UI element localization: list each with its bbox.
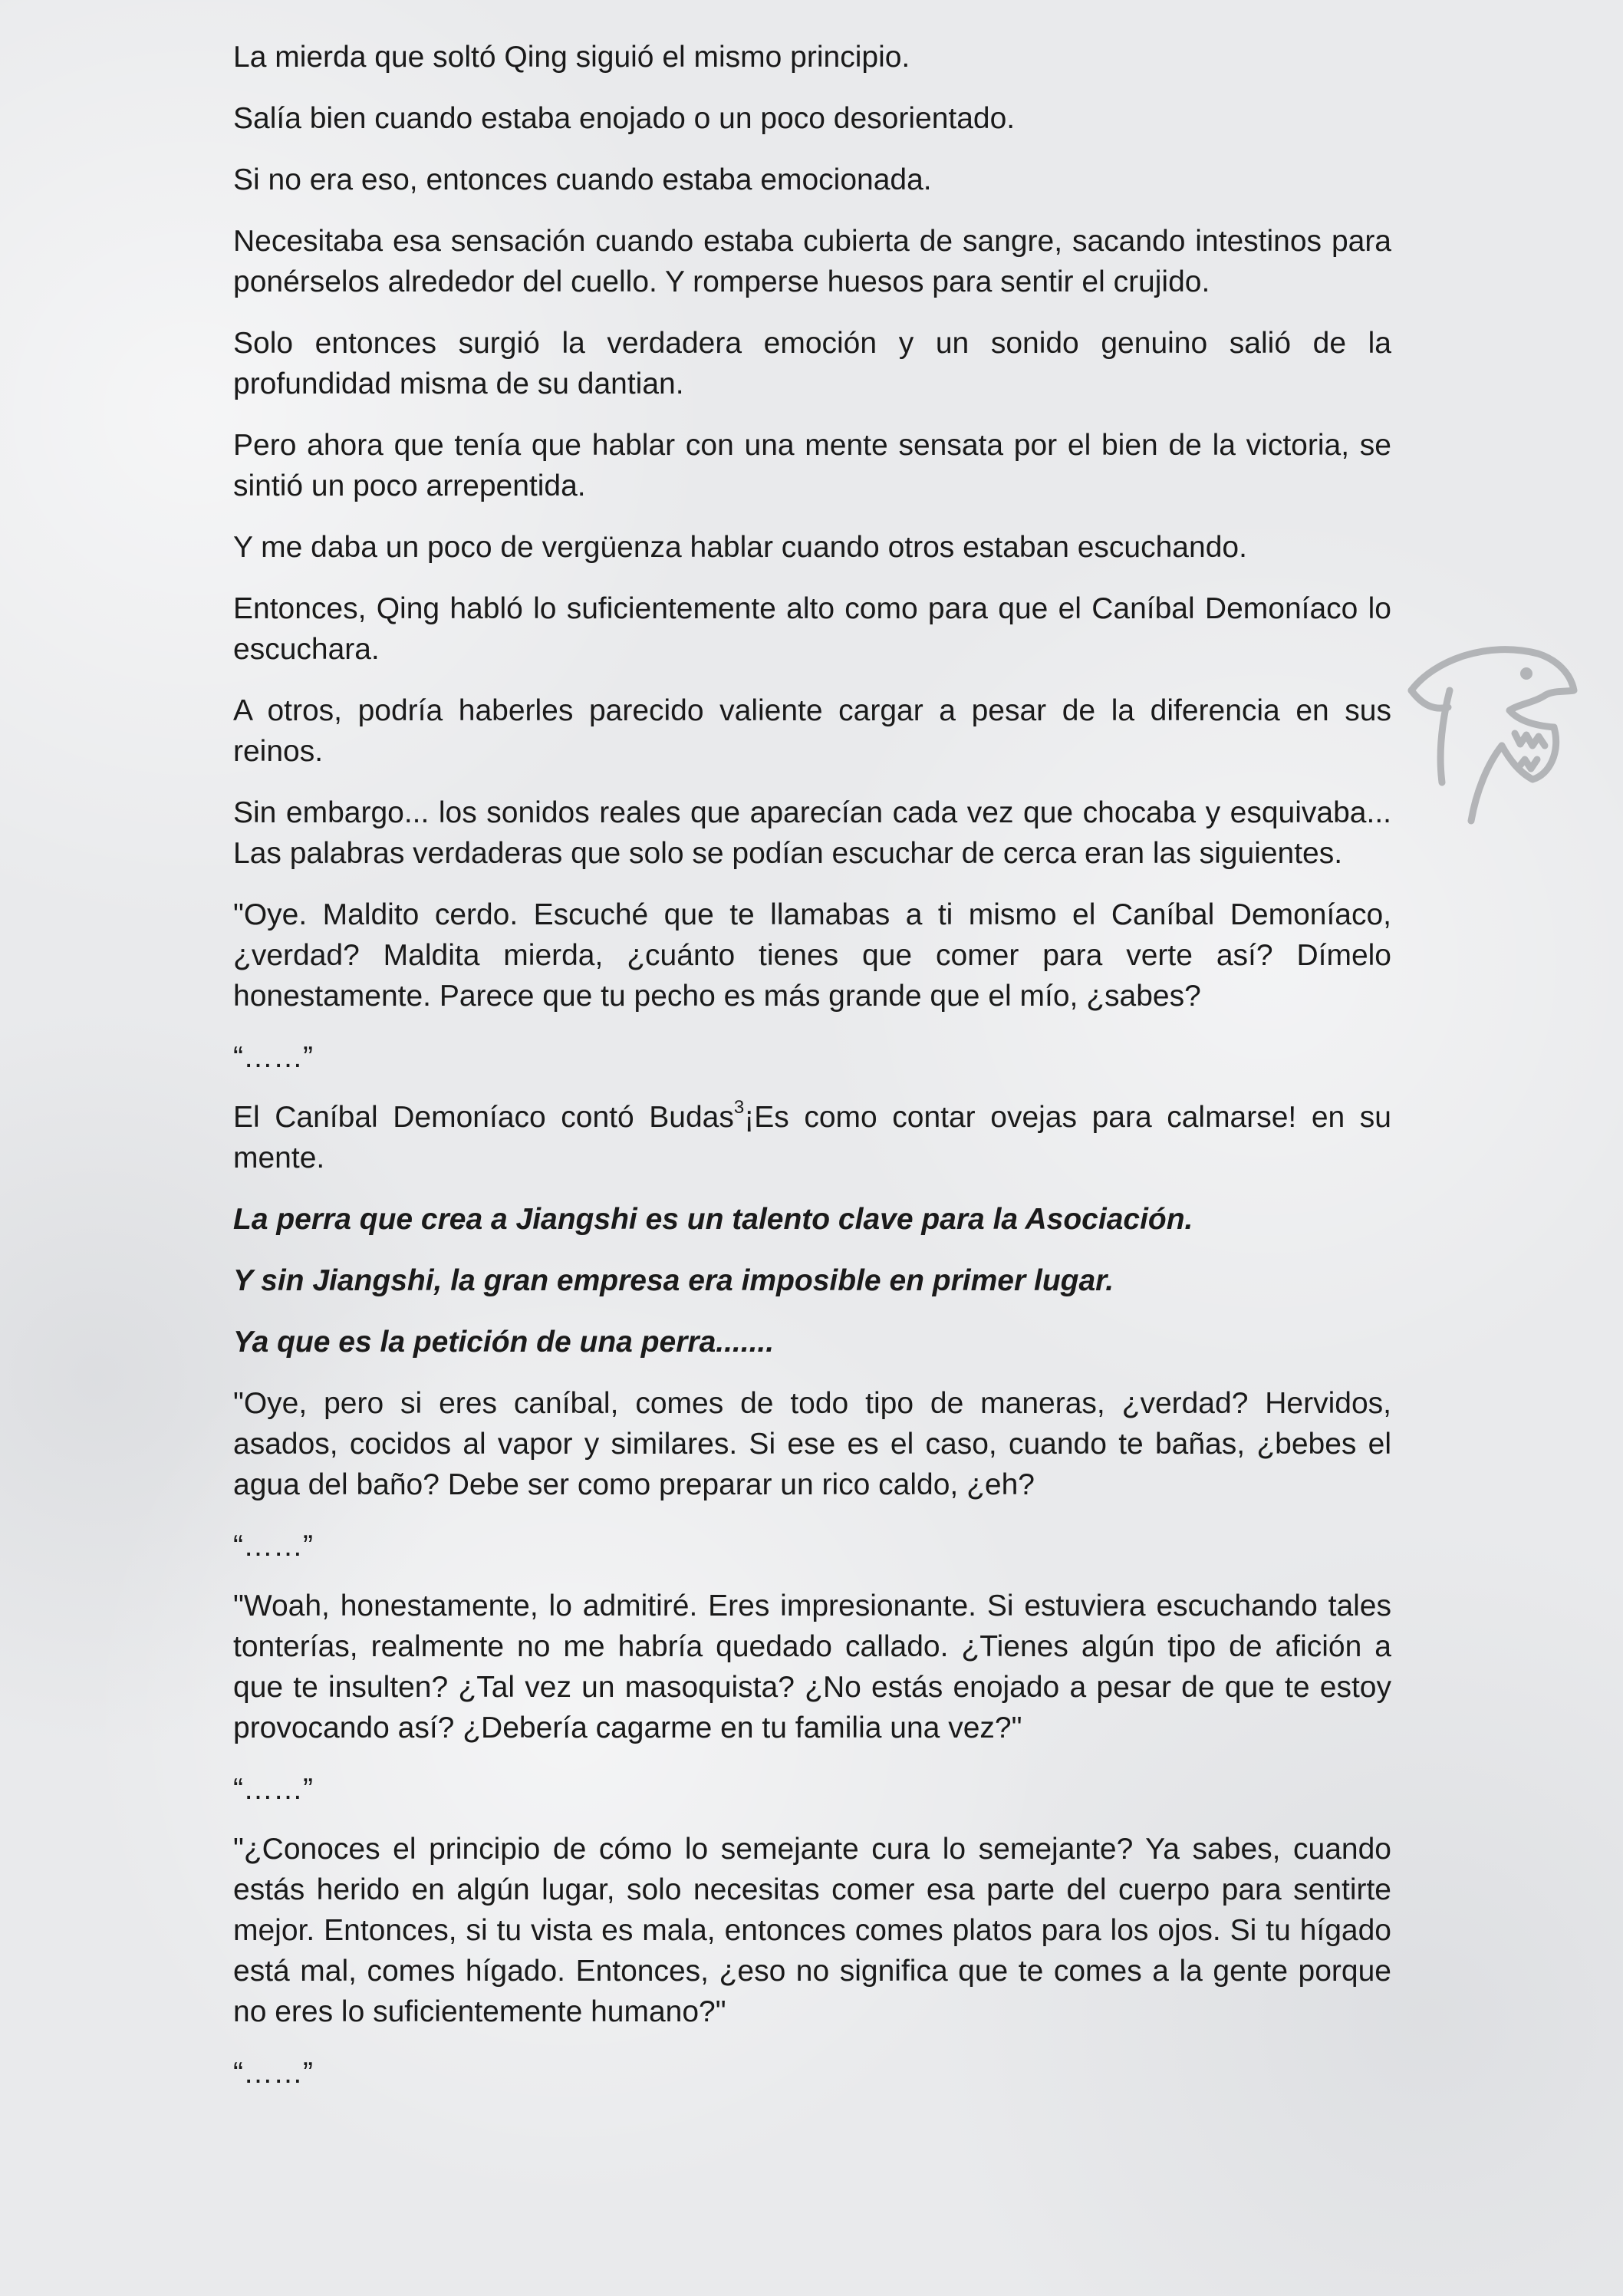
paragraph-9: A otros, podría haberles parecido valiente cargar a pesar de la diferencia en sus reinos. — [233, 694, 1391, 768]
paragraph-2: Salía bien cuando estaba enojado o un poco desorientado. — [233, 102, 1016, 135]
dialogue-2: "Oye, pero si eres caníbal, comes de todo tipo de maneras, ¿verdad? Hervidos, asados, cocidos al vapor y similares. Si ese es el caso, cuando te bañas, ¿bebes el agua del baño? Debe ser como preparar un rico caldo, ¿eh? — [233, 1387, 1391, 1501]
footnote-text-before: El Caníbal Demoníaco contó Budas — [233, 1101, 734, 1134]
dialogue-4: "¿Conoces el principio de cómo lo semejante cura lo semejante? Ya sabes, cuando estás herido en algún lugar, solo necesitas comer esa parte del cuerpo para sentirte mejor. Entonces, si tu vista es mala, entonces comes platos para los ojos. Si tu hígado está mal, comes hígado. Entonces, ¿eso no significa que te comes a la gente porque no eres lo suficientemente humano?" — [233, 1833, 1391, 2028]
paragraph-7: Y me daba un poco de vergüenza hablar cuando otros estaban escuchando. — [233, 531, 1247, 564]
paragraph-4: Necesitaba esa sensación cuando estaba cubierta de sangre, sacando intestinos para ponérselos alrededor del cuello. Y romperse huesos para sentir el crujido. — [233, 225, 1391, 298]
paragraph-5: Solo entonces surgió la verdadera emoción y un sonido genuino salió de la profundidad misma de su dantian. — [233, 327, 1391, 400]
paragraph-footnote — [233, 1097, 1391, 1178]
paragraph-3: Si no era eso, entonces cuando estaba emocionada. — [233, 163, 932, 196]
dialogue-1: "Oye. Maldito cerdo. Escuché que te llamabas a ti mismo el Caníbal Demoníaco, ¿verdad? Maldita mierda, ¿cuánto tienes que comer para verte así? Dímelo honestamente. Parece que tu pecho es más grande que el mío, ¿sabes? — [233, 898, 1391, 1013]
paragraph-6: Pero ahora que tenía que hablar con una mente sensata por el bien de la victoria, se sintió un poco arrepentida. — [233, 429, 1391, 502]
footnote-text-after: ¡Es como contar ovejas para calmarse! en su mente. — [233, 1101, 1391, 1174]
document-body — [233, 37, 1391, 2113]
ellipsis-reply-1: “……” — [233, 1041, 313, 1074]
dialogue-3: "Woah, honestamente, lo admitiré. Eres impresionante. Si estuviera escuchando tales tonterías, realmente no me habría quedado callado. ¿Tienes algún tipo de afición a que te insulten? ¿Tal vez un masoquista? ¿No estás enojado a pesar de que te estoy provocando así? ¿Debería cagarme en tu familia una vez?" — [233, 1589, 1391, 1744]
footnote-marker[interactable]: 3 — [733, 1097, 745, 1118]
paragraph-1: La mierda que soltó Qing siguió el mismo principio. — [233, 41, 910, 74]
thought-1: La perra que crea a Jiangshi es un talento clave para la Asociación. — [233, 1203, 1193, 1236]
ellipsis-reply-2: “……” — [233, 1530, 313, 1563]
thought-2: Y sin Jiangshi, la gran empresa era imposible en primer lugar. — [233, 1264, 1114, 1297]
ellipsis-reply-4: “……” — [233, 2057, 313, 2090]
thought-3: Ya que es la petición de una perra....... — [233, 1326, 775, 1359]
paragraph-8: Entonces, Qing habló lo suficientemente alto como para que el Caníbal Demoníaco lo escuchara. — [233, 592, 1391, 666]
ellipsis-reply-3: “……” — [233, 1773, 313, 1806]
paragraph-10: Sin embargo... los sonidos reales que aparecían cada vez que chocaba y esquivaba... Las palabras verdaderas que solo se podían escuchar de cerca eran las siguientes. — [233, 796, 1391, 870]
dinosaur-head-logo-icon — [1404, 637, 1580, 828]
